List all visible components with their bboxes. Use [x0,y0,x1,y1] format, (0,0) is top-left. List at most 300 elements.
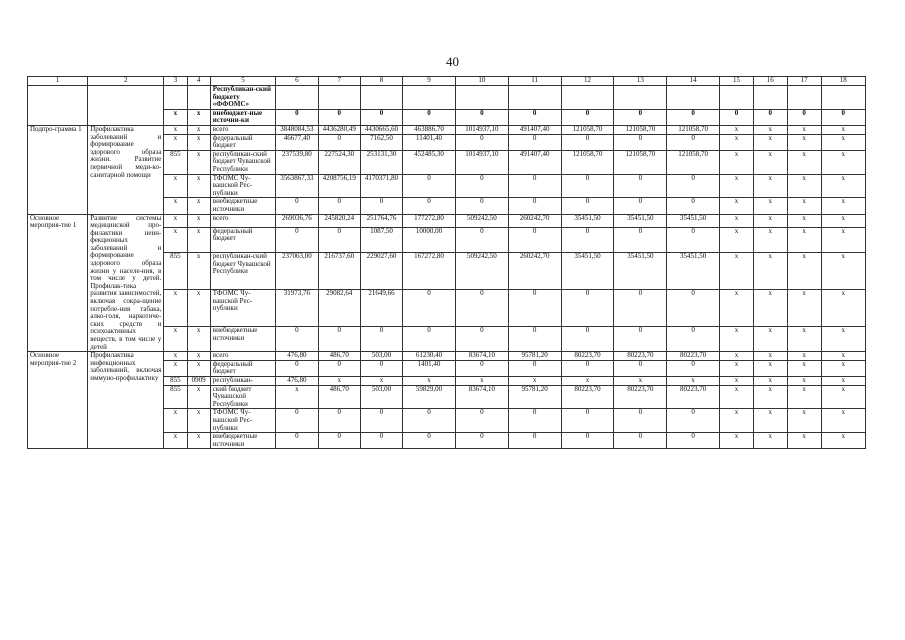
value-cell: 227524,30 [318,150,360,174]
column-number: 7 [318,77,360,86]
value-cell: x [821,253,866,290]
value-cell: 0 [667,290,720,327]
value-cell: 269036,76 [276,214,318,227]
value-cell: x [821,327,866,352]
code-cell: x [187,198,210,214]
value-cell: 4430665,60 [360,125,402,134]
value-cell: x [787,409,821,433]
value-cell: x [720,253,754,290]
value-cell: 0 [614,174,667,198]
funding-source-cell: всего [210,125,276,134]
code-cell: x [164,352,187,361]
code-cell: x [187,125,210,134]
code-cell: x [187,214,210,227]
value-cell: x [821,433,866,449]
value-cell: x [753,385,787,409]
value-cell: x [821,214,866,227]
code-cell: x [164,360,187,376]
value-cell: x [787,253,821,290]
value-cell: 0 [508,409,561,433]
value-cell: x [455,376,508,385]
value-cell: 1014937,10 [455,125,508,134]
funding-source-cell: всего [210,214,276,227]
value-cell: x [753,134,787,150]
value-cell: 0 [614,360,667,376]
column-number: 16 [753,77,787,86]
value-cell: 0 [455,174,508,198]
value-cell: 0 [667,327,720,352]
value-cell: 0 [508,174,561,198]
value-cell: 177272,80 [403,214,456,227]
value-cell: 83674,10 [455,352,508,361]
column-number-row [28,77,866,86]
code-cell: 855 [164,376,187,385]
value-cell: 0 [360,433,402,449]
code-cell: x [187,385,210,409]
value-cell: 21649,66 [360,290,402,327]
value-cell: x [720,125,754,134]
column-number: 2 [88,77,164,86]
code-cell: x [187,174,210,198]
value-cell: 7162,50 [360,134,402,150]
value-cell: 0 [318,433,360,449]
value-cell: x [720,290,754,327]
value-cell: x [720,409,754,433]
value-cell: 0 [403,433,456,449]
value-cell [667,86,720,110]
program-description-cell: Развитие системы медицинской про-филактики неин-фекционных заболеваний и формирование здорового образа жизни у населе-ния, в том числе у детей. Профилак-тика развития зависимостей, включая сокра-щение потребле-ния табака, алко-голя, наркотиче-ских средств и психоактивных веществ, в том числе у детей [88,214,164,352]
column-number: 8 [360,77,402,86]
value-cell: x [720,433,754,449]
value-cell [753,86,787,110]
code-cell: x [187,150,210,174]
value-cell: 0 [508,360,561,376]
value-cell: 260242,70 [508,253,561,290]
column-number: 13 [614,77,667,86]
value-cell: x [753,360,787,376]
program-name-cell: Основное мероприя-тие 1 [28,214,88,352]
value-cell: 167272,80 [403,253,456,290]
code-cell: x [164,327,187,352]
value-cell: 0 [667,433,720,449]
value-cell: 121058,70 [561,125,614,134]
value-cell: 216737,60 [318,253,360,290]
value-cell: 0 [508,290,561,327]
value-cell: 0 [276,227,318,252]
code-cell: x [187,134,210,150]
code-cell: 855 [164,253,187,290]
value-cell: 121058,70 [667,125,720,134]
value-cell: 0 [561,327,614,352]
column-number: 5 [210,77,276,86]
value-cell: x [821,409,866,433]
value-cell: 0 [318,134,360,150]
column-number: 4 [187,77,210,86]
value-cell: x [787,290,821,327]
value-cell: 0 [508,327,561,352]
value-cell: 0 [561,198,614,214]
value-cell: 0 [667,134,720,150]
value-cell: x [787,198,821,214]
column-number: 14 [667,77,720,86]
value-cell: 4170371,80 [360,174,402,198]
value-cell: x [753,214,787,227]
value-cell: 35451,50 [561,214,614,227]
value-cell: x [508,376,561,385]
value-cell: x [787,227,821,252]
value-cell: 0 [614,134,667,150]
value-cell: 0 [318,109,360,125]
code-cell: x [187,327,210,352]
funding-source-cell: ТФОМС Чу-вашской Рес-публики [210,290,276,327]
code-cell: x [164,174,187,198]
code-cell: x [164,227,187,252]
column-number: 18 [821,77,866,86]
value-cell: x [753,150,787,174]
value-cell: 0 [403,290,456,327]
value-cell: 0 [455,109,508,125]
value-cell: 80223,70 [614,385,667,409]
program-name-cell: Подпро-грамма 1 [28,125,88,214]
page-number: 40 [446,54,459,69]
value-cell: 4208756,19 [318,174,360,198]
code-cell: x [164,409,187,433]
column-number: 11 [508,77,561,86]
value-cell: 0 [276,409,318,433]
value-cell: 237539,80 [276,150,318,174]
value-cell: x [821,134,866,150]
value-cell [318,86,360,110]
code-cell: x [164,109,187,125]
value-cell: 229027,60 [360,253,402,290]
value-cell: 35451,50 [561,253,614,290]
value-cell: x [753,409,787,433]
value-cell: 121058,70 [614,150,667,174]
value-cell: 509242,50 [455,214,508,227]
code-cell: 855 [164,150,187,174]
table-row [28,352,866,361]
value-cell: 95781,20 [508,385,561,409]
code-cell: x [164,290,187,327]
value-cell: 0 [667,109,720,125]
value-cell: x [753,198,787,214]
value-cell: 486,70 [318,385,360,409]
value-cell: x [720,360,754,376]
value-cell: 80223,70 [667,352,720,361]
value-cell: x [720,227,754,252]
value-cell: 83674,10 [455,385,508,409]
funding-source-cell: внебюджет-ные источни-ки [210,109,276,125]
column-number: 6 [276,77,318,86]
value-cell: 0 [720,109,754,125]
value-cell: x [753,290,787,327]
program-description-cell: Профилактика инфекционных заболеваний, включая иммуно-профилактику [88,352,164,449]
value-cell: 0 [508,198,561,214]
value-cell: 0 [276,327,318,352]
value-cell: 0 [455,227,508,252]
value-cell: 0 [787,109,821,125]
value-cell: 0 [318,198,360,214]
table-row [28,86,866,110]
value-cell: x [821,376,866,385]
value-cell: x [787,376,821,385]
value-cell: 0 [455,327,508,352]
value-cell: x [720,352,754,361]
code-cell: x [164,134,187,150]
value-cell: 59829,00 [403,385,456,409]
value-cell: x [720,376,754,385]
value-cell: x [753,352,787,361]
budget-table [27,76,866,449]
column-number: 17 [787,77,821,86]
value-cell: 0 [561,409,614,433]
value-cell: x [821,150,866,174]
value-cell: x [720,327,754,352]
value-cell: 0 [360,327,402,352]
value-cell: x [821,352,866,361]
value-cell: x [821,125,866,134]
table-row [28,125,866,134]
value-cell: x [787,125,821,134]
code-cell: x [187,352,210,361]
code-cell: 0909 [187,376,210,385]
value-cell: 503,00 [360,352,402,361]
value-cell: 0 [561,290,614,327]
funding-source-cell: внебюджетные источники [210,198,276,214]
program-name-cell [28,86,88,126]
value-cell: x [821,385,866,409]
code-cell: x [164,214,187,227]
value-cell: x [821,198,866,214]
table-row [28,214,866,227]
value-cell: 0 [403,327,456,352]
value-cell: 0 [360,360,402,376]
code-cell: x [187,290,210,327]
value-cell: 463886,70 [403,125,456,134]
value-cell: 0 [561,134,614,150]
value-cell: 1087,50 [360,227,402,252]
value-cell: x [318,376,360,385]
value-cell: 29082,64 [318,290,360,327]
code-cell: x [164,198,187,214]
value-cell: x [753,125,787,134]
value-cell: 260242,70 [508,214,561,227]
value-cell: 0 [667,409,720,433]
value-cell: 0 [455,290,508,327]
value-cell: x [821,290,866,327]
value-cell: 35451,50 [667,253,720,290]
funding-source-cell: федеральный бюджет [210,360,276,376]
value-cell: x [787,174,821,198]
value-cell: 0 [614,409,667,433]
value-cell: 4436280,49 [318,125,360,134]
value-cell: 0 [318,327,360,352]
value-cell: x [561,376,614,385]
program-name-cell: Основное мероприя-тие 2 [28,352,88,449]
code-cell: x [187,109,210,125]
code-cell: x [187,227,210,252]
value-cell: 491407,40 [508,125,561,134]
value-cell: 0 [508,134,561,150]
value-cell: x [720,134,754,150]
value-cell: 253131,30 [360,150,402,174]
code-cell [164,86,187,110]
value-cell: x [753,433,787,449]
funding-source-cell: ТФОМС Чу-вашской Рес-публики [210,174,276,198]
code-cell: x [187,253,210,290]
value-cell: x [360,376,402,385]
value-cell [720,86,754,110]
funding-source-cell: республикан-ский бюджет Чувашской Республики [210,150,276,174]
funding-source-cell: республикан-ский бюджет Чувашской Республики [210,253,276,290]
funding-source-cell: республикан- [210,376,276,385]
value-cell: 80223,70 [561,352,614,361]
value-cell [614,86,667,110]
value-cell: 0 [821,109,866,125]
value-cell: 46677,40 [276,134,318,150]
value-cell: 0 [318,409,360,433]
value-cell: 0 [276,433,318,449]
value-cell: x [720,198,754,214]
value-cell: x [753,253,787,290]
value-cell: 0 [614,290,667,327]
column-number: 1 [28,77,88,86]
value-cell: 452485,30 [403,150,456,174]
value-cell: 0 [753,109,787,125]
value-cell: 0 [403,109,456,125]
value-cell: 0 [614,227,667,252]
value-cell: x [787,327,821,352]
code-cell: x [164,433,187,449]
value-cell: 509242,50 [455,253,508,290]
code-cell [187,86,210,110]
value-cell: 0 [455,134,508,150]
value-cell: x [787,150,821,174]
code-cell: x [187,360,210,376]
value-cell: 0 [667,174,720,198]
code-cell: x [187,433,210,449]
value-cell [360,86,402,110]
value-cell: 476,80 [276,352,318,361]
value-cell: x [753,227,787,252]
value-cell: 0 [403,174,456,198]
column-number: 10 [455,77,508,86]
funding-source-cell: ский бюджет Чувашской Республики [210,385,276,409]
value-cell: 3848084,53 [276,125,318,134]
value-cell: x [787,352,821,361]
value-cell: 80223,70 [667,385,720,409]
value-cell [787,86,821,110]
value-cell: 0 [561,174,614,198]
code-cell: x [164,125,187,134]
value-cell: x [614,376,667,385]
value-cell: 0 [561,360,614,376]
value-cell: 10000,00 [403,227,456,252]
funding-source-cell: федеральный бюджет [210,134,276,150]
value-cell: x [787,134,821,150]
column-number: 15 [720,77,754,86]
value-cell: 35451,50 [614,253,667,290]
value-cell: 121058,70 [561,150,614,174]
value-cell: x [720,385,754,409]
value-cell: 61230,40 [403,352,456,361]
value-cell: 121058,70 [667,150,720,174]
column-number: 12 [561,77,614,86]
value-cell: 35451,50 [667,214,720,227]
value-cell: x [753,174,787,198]
value-cell: 237063,00 [276,253,318,290]
value-cell: 503,00 [360,385,402,409]
value-cell: 0 [508,109,561,125]
value-cell: 0 [360,409,402,433]
value-cell: 95781,20 [508,352,561,361]
program-description-cell [88,86,164,126]
value-cell [508,86,561,110]
value-cell: 0 [614,327,667,352]
value-cell [403,86,456,110]
column-number: 3 [164,77,187,86]
value-cell: x [787,385,821,409]
value-cell: 0 [360,198,402,214]
value-cell: 0 [614,433,667,449]
value-cell: 476,80 [276,376,318,385]
value-cell: x [403,376,456,385]
value-cell: 0 [455,433,508,449]
value-cell: 0 [403,198,456,214]
value-cell: 80223,70 [561,385,614,409]
value-cell: 0 [318,227,360,252]
value-cell: 1401,40 [403,360,456,376]
value-cell: 245820,24 [318,214,360,227]
funding-source-cell: внебюджетные источники [210,433,276,449]
value-cell: 0 [561,227,614,252]
value-cell: 0 [276,198,318,214]
value-cell: x [787,433,821,449]
value-cell: x [821,360,866,376]
value-cell: 0 [455,409,508,433]
value-cell: 0 [614,198,667,214]
value-cell: 0 [561,433,614,449]
value-cell: 0 [455,360,508,376]
value-cell: 0 [667,227,720,252]
value-cell [561,86,614,110]
value-cell: x [787,214,821,227]
value-cell: x [821,174,866,198]
funding-source-cell: Республикан-ский бюджету «ФФОМС» [210,86,276,110]
value-cell: 35451,50 [614,214,667,227]
value-cell: x [720,150,754,174]
value-cell: 0 [318,360,360,376]
column-number: 9 [403,77,456,86]
value-cell: 1014937,10 [455,150,508,174]
code-cell: x [187,409,210,433]
value-cell: x [276,385,318,409]
value-cell: 486,70 [318,352,360,361]
value-cell: 0 [403,409,456,433]
value-cell: x [753,376,787,385]
value-cell: 11401,40 [403,134,456,150]
value-cell: 0 [614,109,667,125]
code-cell: 855 [164,385,187,409]
value-cell [276,86,318,110]
funding-source-cell: внебюджетные источники [210,327,276,352]
funding-source-cell: ТФОМС Чу-вашской Рес-публики [210,409,276,433]
value-cell: 31973,76 [276,290,318,327]
value-cell: x [720,174,754,198]
value-cell [821,86,866,110]
value-cell: 0 [455,198,508,214]
value-cell: 0 [667,198,720,214]
